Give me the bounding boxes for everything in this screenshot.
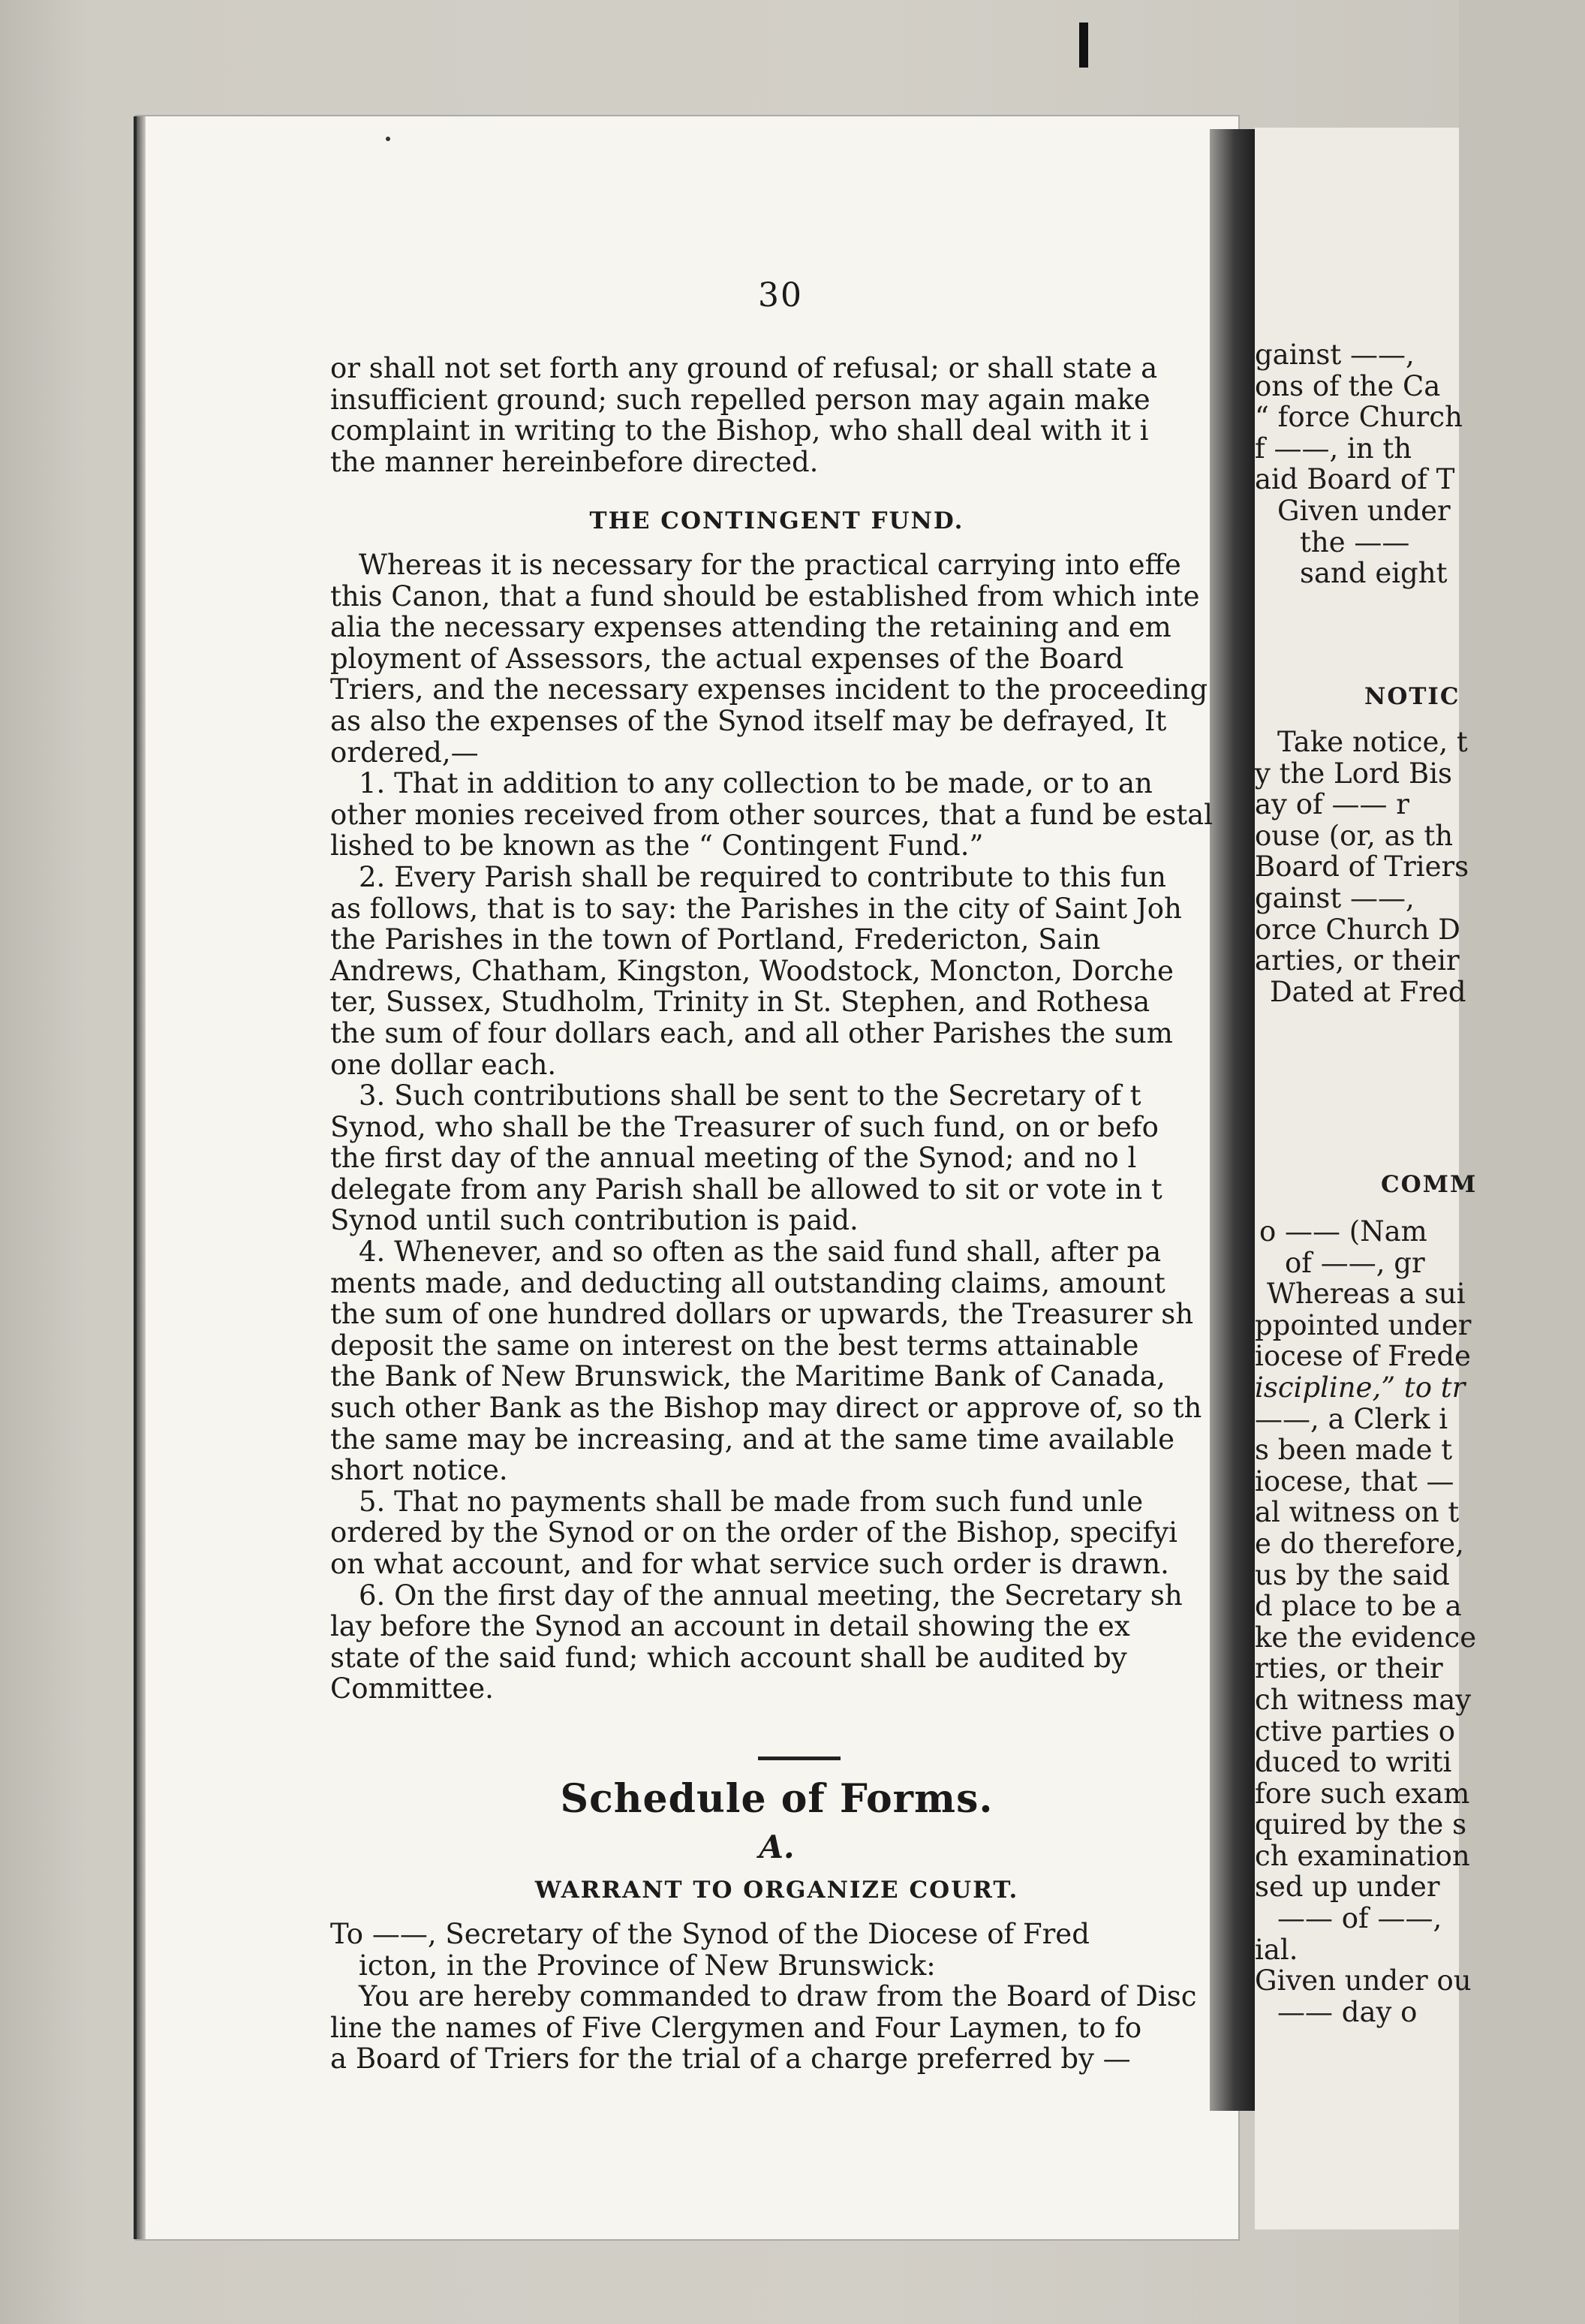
text-line: e do therefore, [1255,1527,1464,1560]
text-line: duced to writi [1255,1746,1452,1779]
page-number: 30 [758,276,803,315]
text-line: 4. Whenever, and so often as the said fund shall, after pa [359,1236,1162,1269]
text-line: the Parishes in the town of Portland, Fredericton, Sain [330,923,1101,956]
text-line: on what account, and for what service such order is drawn. [330,1548,1169,1580]
text-line: complaint in writing to the Bishop, who shall deal with it i [330,414,1149,447]
text-line: gainst ——, [1255,339,1415,371]
text-line: ppointed under [1255,1308,1472,1341]
text-line: lished to be known as the “ Contingent Fund.” [330,829,984,862]
text-line: arties, or their [1255,944,1460,977]
text-line: 5. That no payments shall be made from such fund unle [359,1485,1144,1518]
text-line: ial. [1255,1933,1298,1966]
text-line: al witness on t [1255,1496,1460,1529]
text-line: icton, in the Province of New Brunswick: [359,1949,936,1982]
text-line: s been made t [1255,1434,1453,1467]
text-line: Take notice, t [1277,726,1468,758]
text-line: the manner hereinbefore directed. [330,445,819,478]
text-line: iscipline,” to tr [1255,1371,1466,1404]
text-line: us by the said [1255,1558,1450,1591]
text-line: sed up under [1255,1871,1440,1904]
text-line: one dollar each. [330,1048,557,1081]
intro-paragraph [330,353,1227,477]
text-line: gainst ——, [1255,881,1415,914]
text-line: delegate from any Parish shall be allowed to sit or vote in t [330,1173,1162,1206]
text-line: the first day of the annual meeting of the Synod; and no l [330,1142,1137,1175]
text-line: state of the said fund; which account shall be audited by [330,1641,1127,1674]
text-line: To ——, Secretary of the Synod of the Diocese of Fred [330,1918,1090,1950]
text-line: 6. On the first day of the annual meeting, the Secretary sh [359,1579,1183,1612]
text-line: aid Board of T [1255,463,1455,496]
text-line: 1. That in addition to any collection to be made, or to an [359,767,1153,800]
text-line: Triers, and the necessary expenses incident to the proceeding [330,673,1208,706]
whereas-paragraph [330,549,1227,1705]
text-line: ouse (or, as th [1255,819,1454,852]
text-line: a Board of Triers for the trial of a charge preferred by — [330,2043,1131,2076]
text-line: the sum of one hundred dollars or upwards, the Treasurer sh [330,1298,1194,1331]
text-line: iocese of Frede [1255,1340,1471,1373]
text-line: ments made, and deducting all outstanding claims, amount [330,1266,1165,1299]
text-line: ployment of Assessors, the actual expenses of the Board [330,642,1124,675]
warrant-heading: WARRANT TO ORGANIZE COURT. [534,1877,1019,1904]
text-line: sand eight [1300,557,1448,590]
notice-heading: NOTIC [1364,683,1460,710]
text-line: Board of Triers [1255,850,1469,884]
text-line: the same may be increasing, and at the same time available [330,1422,1174,1456]
text-line: f ——, in th [1255,432,1412,465]
text-line: alia the necessary expenses attending the retaining and em [330,611,1171,644]
text-line: the Bank of New Brunswick, the Maritime Bank of Canada, [330,1360,1165,1393]
right-block-1 [1255,339,1463,590]
text-line: —— day o [1277,1995,1418,2028]
text-line: Whereas it is necessary for the practical carrying into effe [359,549,1181,581]
text-line: ordered,— [330,736,479,769]
text-line: 2. Every Parish shall be required to contribute to this fun [359,860,1166,893]
text-line: Given under [1277,494,1451,527]
text-line: orce Church D [1255,913,1460,946]
text-line: ons of the Ca [1255,369,1441,402]
schedule-of-forms-title: Schedule of Forms. [560,1776,994,1822]
text-line: Dated at Fred [1270,975,1466,1008]
text-line: line the names of Five Clergymen and Four Laymen, to fo [330,2011,1142,2044]
text-line: Synod until such contribution is paid. [330,1204,859,1237]
text-line: —— of ——, [1277,1902,1442,1935]
text-line: ch witness may [1255,1683,1472,1716]
text-line: “ force Church [1255,401,1463,434]
text-line: ke the evidence [1255,1621,1477,1654]
text-line: such other Bank as the Bishop may direct or approve of, so th [330,1392,1202,1425]
text-line: y the Lord Bis [1255,757,1453,790]
page-edge [137,116,146,2239]
text-line: as also the expenses of the Synod itself may be defrayed, It [330,704,1167,737]
text-line: quired by the s [1255,1808,1467,1841]
text-line: ordered by the Synod or on the order of the Bishop, specifyi [330,1516,1177,1549]
text-line: the sum of four dollars each, and all other Parishes the sum [330,1016,1173,1049]
text-line: ch examination [1255,1839,1470,1872]
text-line: the —— [1300,525,1410,558]
text-line: Synod, who shall be the Treasurer of such fund, on or befo [330,1110,1159,1143]
contingent-fund-heading: THE CONTINGENT FUND. [589,507,964,534]
warrant-paragraph [330,1919,1227,2075]
text-line: insufficient ground; such repelled person may again make [330,383,1150,416]
text-line: Committee. [330,1672,494,1705]
commission-heading: COMM [1381,1171,1478,1198]
text-line: d place to be a [1255,1590,1462,1623]
text-line: o —— (Nam [1259,1215,1427,1248]
text-line: Andrews, Chatham, Kingston, Woodstock, Moncton, Dorche [330,954,1174,987]
text-line: this Canon, that a fund should be established from which inte [330,579,1200,613]
section-rule [758,1757,841,1760]
text-line: ——, a Clerk i [1255,1402,1448,1435]
text-line: rties, or their [1255,1652,1443,1685]
text-line: of ——, gr [1285,1246,1425,1279]
right-block-3 [1255,1215,1477,2028]
text-line: lay before the Synod an account in detail showing the ex [330,1610,1130,1643]
text-line: short notice. [330,1454,508,1487]
text-line: 3. Such contributions shall be sent to the Secretary of t [359,1079,1141,1112]
text-line: deposit the same on interest on the best terms attainable [330,1329,1139,1362]
schedule-letter: A. [759,1829,795,1865]
text-line: or shall not set forth any ground of refusal; or shall state a [330,352,1158,384]
text-line: ctive parties o [1255,1714,1456,1748]
text-line: iocese, that — [1255,1465,1454,1498]
text-line: other monies received from other sources, that a fund be estal [330,798,1213,831]
text-line: fore such exam [1255,1777,1470,1810]
text-line: ter, Sussex, Studholm, Trinity in St. Stephen, and Rothesa [330,986,1150,1019]
page-speck [386,137,390,141]
text-line: ay of —— r [1255,788,1409,821]
text-line: Whereas a sui [1267,1278,1466,1311]
text-line: You are hereby commanded to draw from the Board of Disc [359,1980,1197,2013]
right-block-2 [1255,726,1469,1008]
scan-mark [1079,23,1088,68]
text-line: Given under ou [1255,1964,1472,1997]
text-line: as follows, that is to say: the Parishes in the city of Saint Joh [330,892,1182,925]
